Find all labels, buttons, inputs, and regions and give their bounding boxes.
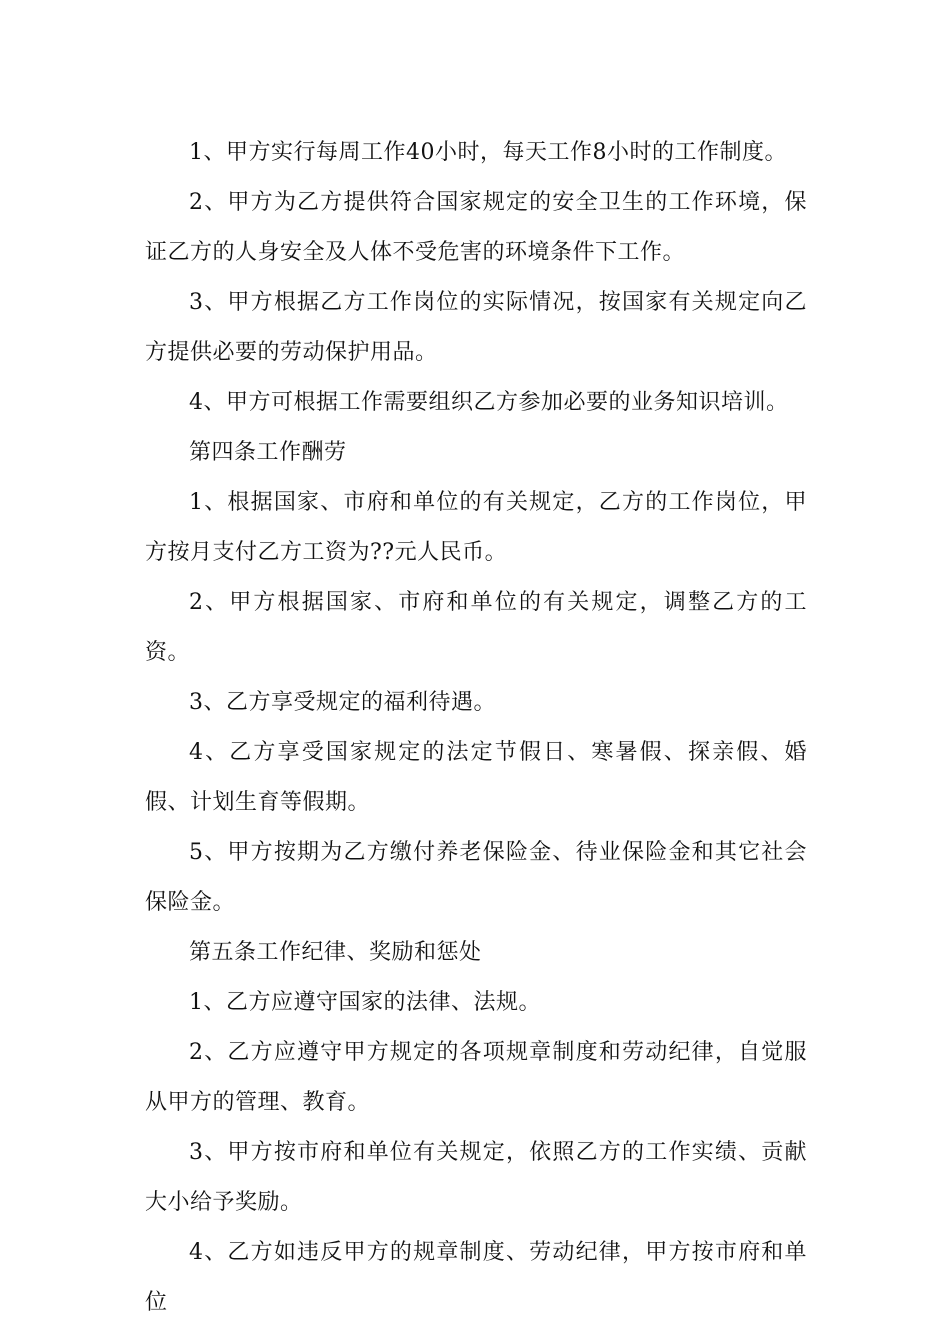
document-body bbox=[145, 128, 807, 1328]
paragraph-training: 4、甲方可根据工作需要组织乙方参加必要的业务知识培训。 bbox=[189, 390, 789, 415]
paragraph-monthly-salary: 1、根据国家、市府和单位的有关规定，乙方的工作岗位，甲方按月支付乙方工资为??元人民币。 bbox=[145, 490, 807, 565]
paragraph-violations: 4、乙方如违反甲方的规章制度、劳动纪律，甲方按市府和单位 bbox=[145, 1240, 807, 1315]
paragraph-insurance: 5、甲方按期为乙方缴付养老保险金、待业保险金和其它社会保险金。 bbox=[145, 840, 807, 915]
section-heading-discipline: 第五条工作纪律、奖励和惩处 bbox=[189, 940, 482, 965]
paragraph-salary-adjustment: 2、甲方根据国家、市府和单位的有关规定，调整乙方的工资。 bbox=[145, 590, 807, 665]
paragraph-rules: 2、乙方应遵守甲方规定的各项规章制度和劳动纪律，自觉服从甲方的管理、教育。 bbox=[145, 1040, 807, 1115]
paragraph-protective-equipment: 3、甲方根据乙方工作岗位的实际情况，按国家有关规定向乙方提供必要的劳动保护用品。 bbox=[145, 290, 807, 365]
paragraph-holidays: 4、乙方享受国家规定的法定节假日、寒暑假、探亲假、婚假、计划生育等假期。 bbox=[145, 740, 807, 815]
paragraph-work-hours: 1、甲方实行每周工作40小时，每天工作8小时的工作制度。 bbox=[189, 140, 787, 165]
paragraph-welfare: 3、乙方享受规定的福利待遇。 bbox=[189, 690, 496, 715]
paragraph-laws: 1、乙方应遵守国家的法律、法规。 bbox=[189, 990, 541, 1015]
paragraph-rewards: 3、甲方按市府和单位有关规定，依照乙方的工作实绩、贡献大小给予奖励。 bbox=[145, 1140, 807, 1215]
section-heading-remuneration: 第四条工作酬劳 bbox=[189, 440, 347, 465]
paragraph-work-environment: 2、甲方为乙方提供符合国家规定的安全卫生的工作环境，保证乙方的人身安全及人体不受危害的环境条件下工作。 bbox=[145, 190, 807, 265]
